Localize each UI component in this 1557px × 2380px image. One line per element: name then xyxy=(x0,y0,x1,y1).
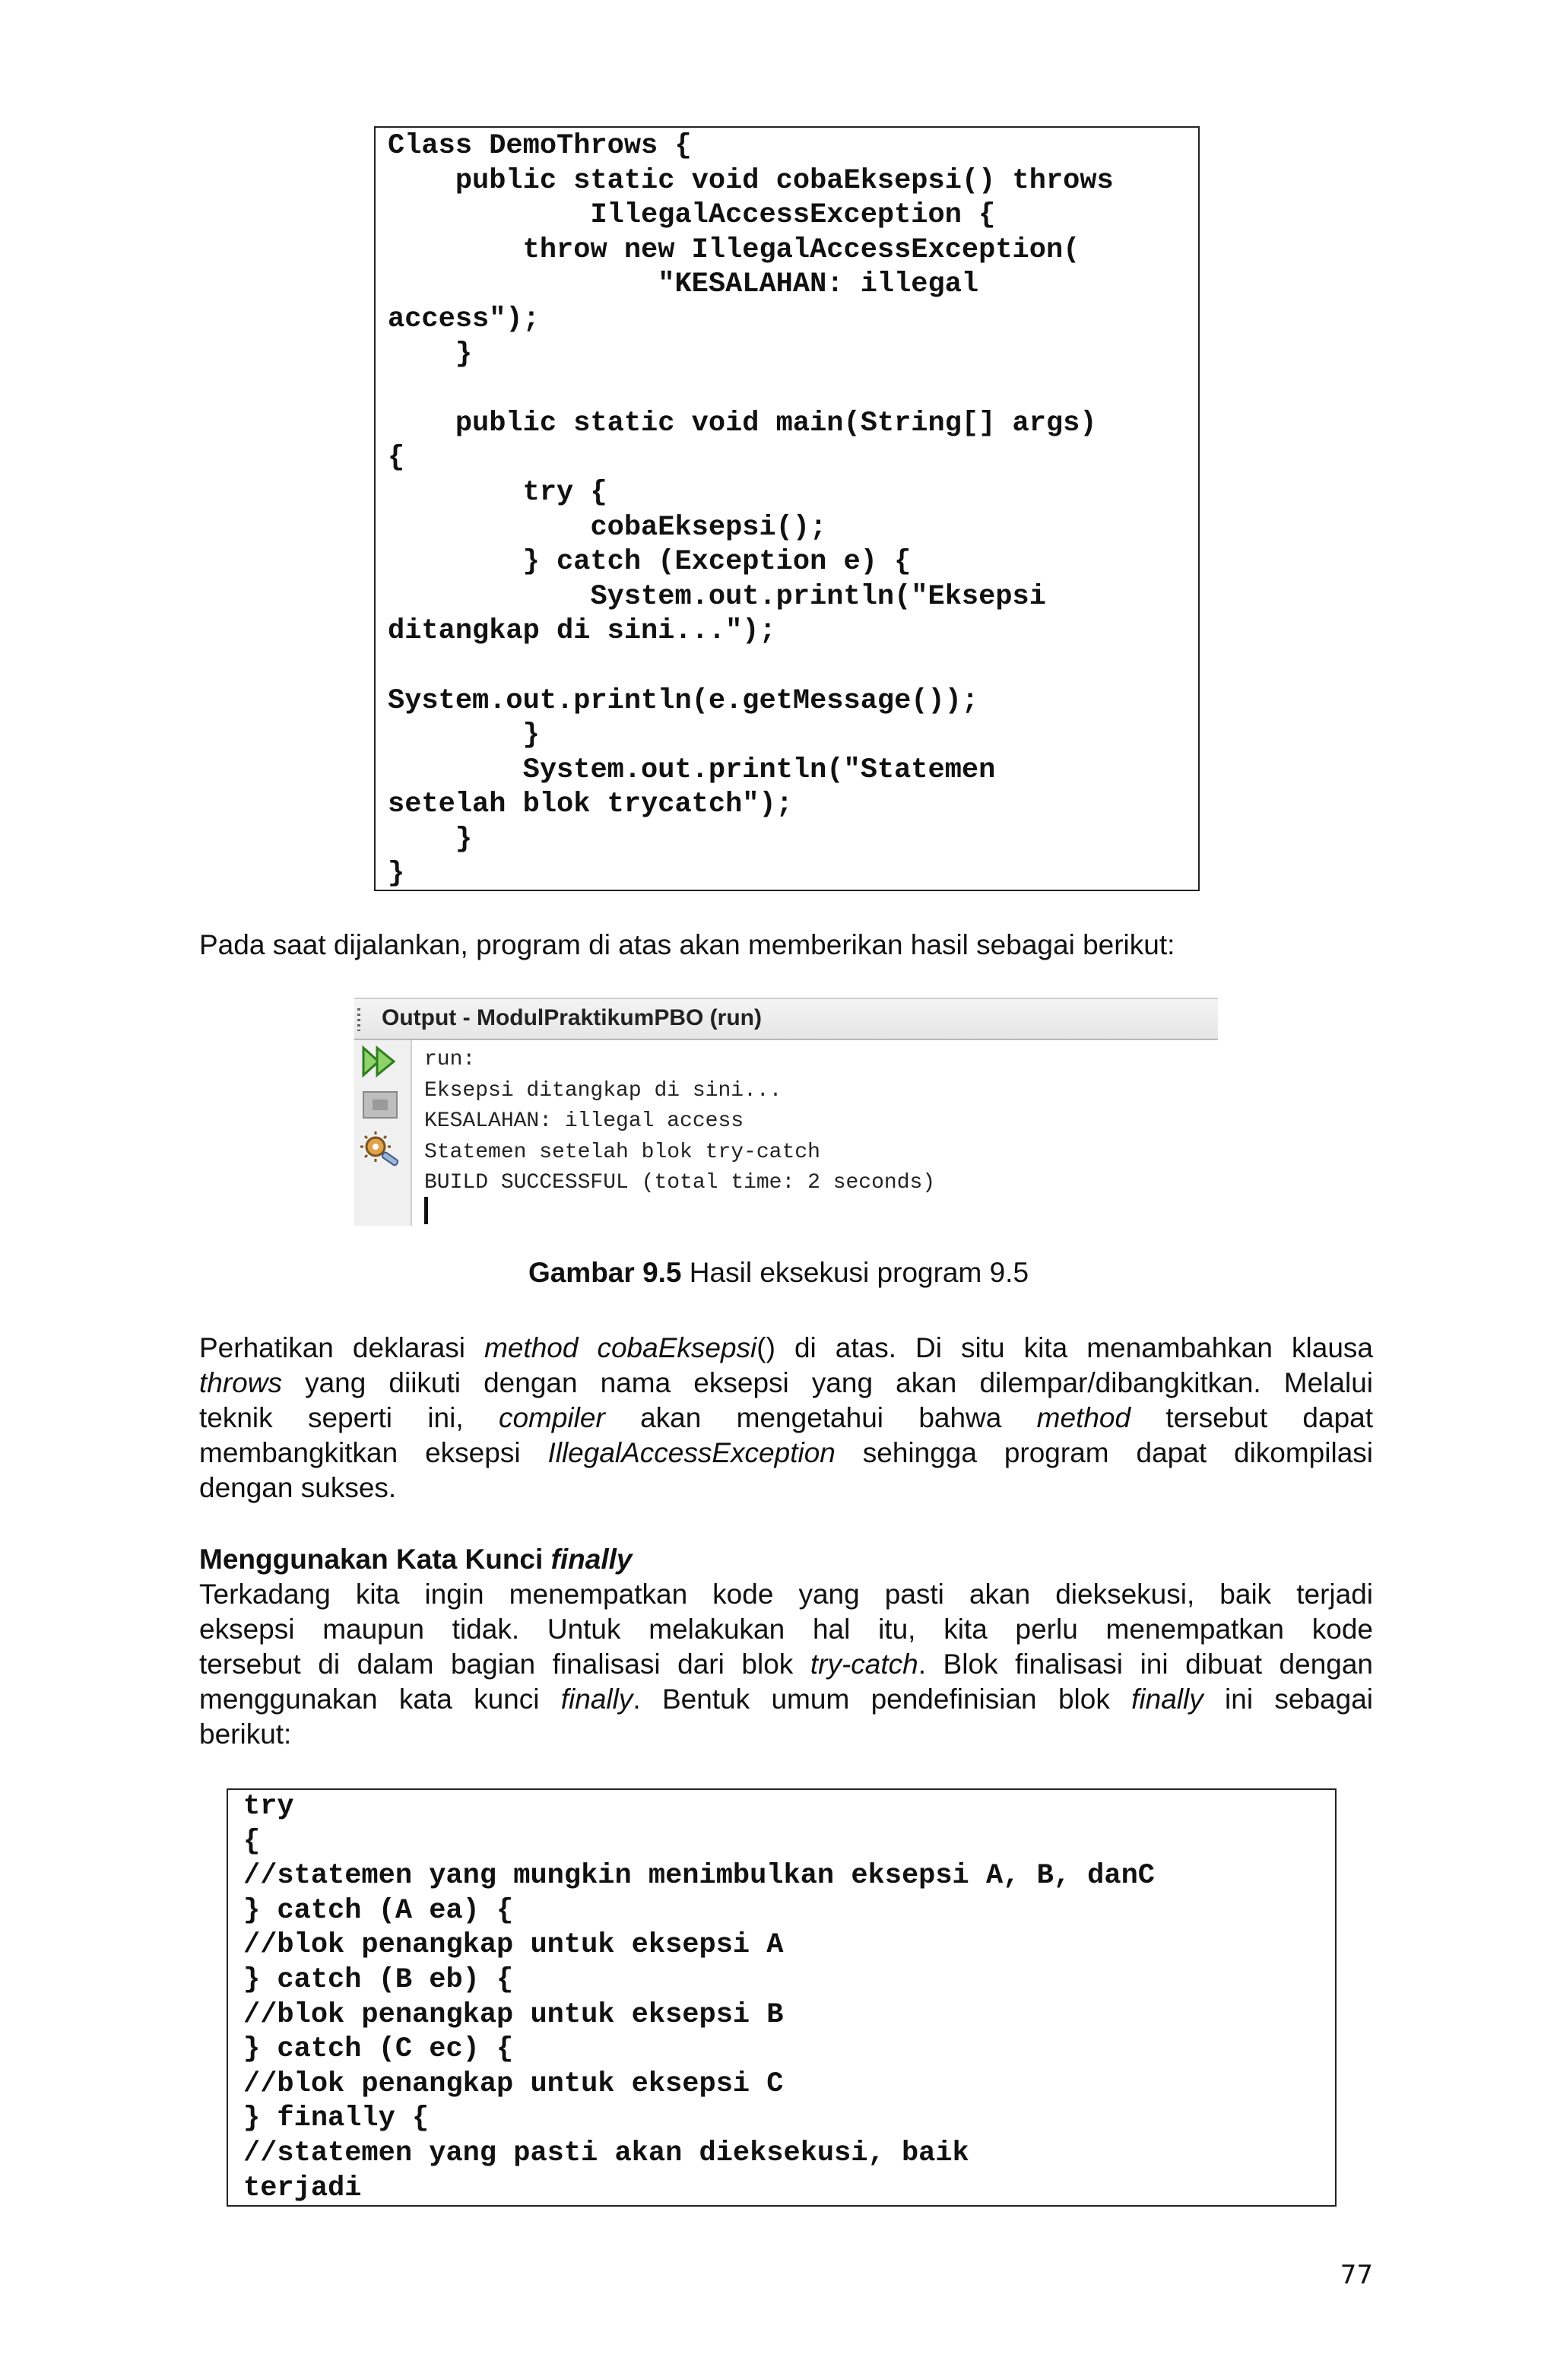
code-block-try-catch-finally xyxy=(227,1788,1337,2207)
figure-caption-text: Hasil eksekusi program 9.5 xyxy=(681,1257,1029,1288)
text-span: menggunakan kata kunci xyxy=(199,1683,561,1715)
output-console-text: run: Eksepsi ditangkap di sini... KESALAHAN: illegal access Statemen setelah blok try-catch BUILD SUCCESSFUL (total time: 2 seconds) xyxy=(424,1048,936,1195)
text-span: method xyxy=(1036,1402,1131,1433)
figure-caption-label: Gambar 9.5 xyxy=(528,1257,682,1288)
text-span: ini sebagai xyxy=(1203,1683,1373,1715)
text-span: membangkitkan eksepsi xyxy=(199,1437,548,1468)
text-span: compiler xyxy=(498,1402,605,1433)
text-span: try-catch xyxy=(810,1649,918,1680)
text-span: teknik seperti ini, xyxy=(199,1402,499,1433)
settings-icon[interactable] xyxy=(359,1130,403,1173)
section-finally xyxy=(199,1542,1373,1752)
page-number: 77 xyxy=(1340,2260,1373,2290)
output-title-bar xyxy=(354,998,1218,1040)
text-span: . Bentuk umum pendefinisian blok xyxy=(633,1683,1132,1715)
text-cursor xyxy=(424,1197,428,1224)
paragraph-throws-explanation xyxy=(199,1331,1373,1506)
intro-sentence: Pada saat dijalankan, program di atas akan memberikan hasil sebagai berikut: xyxy=(199,929,1175,960)
code-text: Class DemoThrows { public static void cobaEksepsi() throws IllegalAccessException { throw new IllegalAccessException( "KESALAHAN: illegal access"); } public static void main(String[] args) { try { cobaEksepsi(); } catch (Exception e) { System.out.println("Eksepsi ditangkap di sini..."); System.out.println(e.getMessage()); } System.out.println("Statemen setelah blok trycatch"); } } xyxy=(388,130,1114,890)
text-line: dengan sukses. xyxy=(199,1472,397,1503)
run-again-icon[interactable] xyxy=(359,1043,401,1081)
text-span: Perhatikan deklarasi xyxy=(199,1332,485,1363)
text-span: method cobaEksepsi xyxy=(484,1332,757,1363)
text-span: finally xyxy=(560,1683,633,1715)
text-span: IllegalAccessException xyxy=(547,1437,836,1468)
code-block-demo-throws xyxy=(374,126,1200,891)
code-text: try { //statemen yang mungkin menimbulkan eksepsi A, B, danC } catch (A ea) { //blok penangkap untuk eksepsi A } catch (B eb) { //blok penangkap untuk eksepsi B } catch (C ec) { //blok penangkap untuk eksepsi C } finally { //statemen yang pasti akan dieksekusi, baik terjadi xyxy=(243,1791,1155,2204)
text-span: yang diikuti dengan nama eksepsi yang akan dilempar/dibangkitkan. Melalui xyxy=(281,1367,1373,1398)
text-span: throws xyxy=(199,1367,282,1398)
heading-text: Menggunakan Kata Kunci xyxy=(199,1544,551,1575)
text-span: sehingga program dapat dikompilasi xyxy=(835,1437,1374,1468)
text-span: akan mengetahui bahwa xyxy=(604,1402,1037,1433)
output-window xyxy=(354,998,1218,1226)
output-toolbar xyxy=(354,1040,412,1226)
section-heading xyxy=(199,1542,1373,1577)
text-line: eksepsi maupun tidak. Untuk melakukan hal itu, kita perlu menempatkan kode xyxy=(199,1614,1373,1645)
text-line: Terkadang kita ingin menempatkan kode yang pasti akan dieksekusi, baik terjadi xyxy=(199,1579,1373,1610)
stop-icon[interactable] xyxy=(360,1087,400,1122)
output-title: Output - ModulPraktikumPBO (run) xyxy=(382,1005,762,1030)
text-span: tersebut di dalam bagian finalisasi dari blok xyxy=(199,1649,810,1680)
text-span: () di atas. Di situ kita menambahkan klausa xyxy=(756,1332,1373,1363)
heading-keyword: finally xyxy=(550,1544,633,1575)
text-span: . Blok finalisasi ini dibuat dengan xyxy=(918,1649,1374,1680)
text-span: tersebut dapat xyxy=(1130,1402,1374,1433)
grip-icon[interactable] xyxy=(357,1008,360,1031)
text-line: berikut: xyxy=(199,1718,292,1750)
text-span: finally xyxy=(1131,1683,1203,1715)
figure-caption xyxy=(0,1257,1557,1289)
